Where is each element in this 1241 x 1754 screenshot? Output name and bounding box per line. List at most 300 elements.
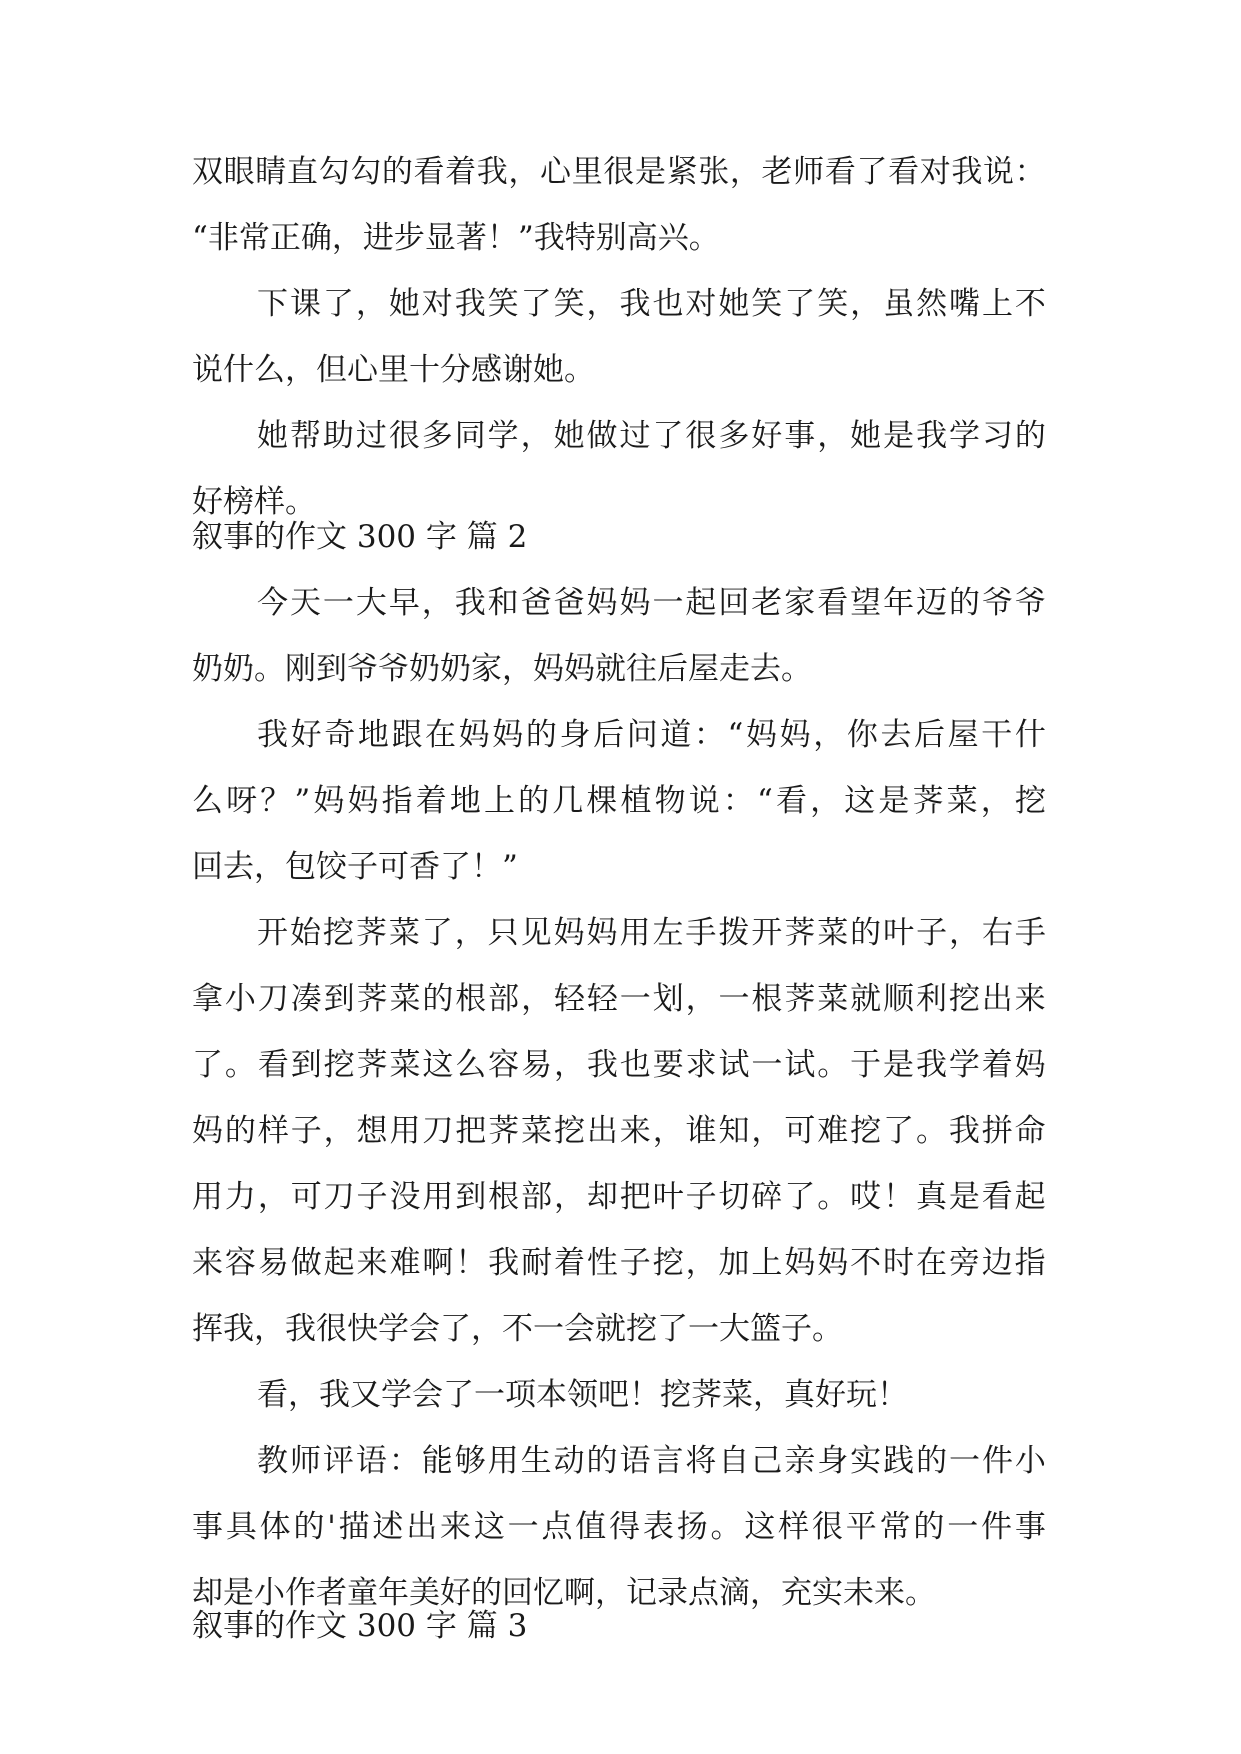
glyph: 凑 bbox=[290, 981, 322, 1017]
paragraph-line bbox=[192, 781, 1046, 821]
glyph: 将 bbox=[685, 1443, 717, 1479]
glyph: 几 bbox=[552, 783, 584, 819]
glyph: 开 bbox=[751, 915, 783, 951]
glyph: 妈 bbox=[586, 915, 618, 951]
glyph: 着 bbox=[445, 154, 477, 190]
glyph: 没 bbox=[389, 1179, 421, 1215]
glyph: 这 bbox=[844, 783, 876, 819]
glyph: 紧 bbox=[666, 154, 698, 190]
glyph: 一 bbox=[322, 585, 354, 621]
glyph: 勾 bbox=[318, 154, 350, 190]
glyph: 爸 bbox=[553, 585, 585, 621]
glyph: 一 bbox=[718, 981, 750, 1017]
glyph: 挖 bbox=[652, 1245, 684, 1281]
glyph: 求 bbox=[685, 1047, 717, 1083]
glyph: 的 bbox=[1014, 418, 1046, 454]
paragraph-line bbox=[192, 1507, 1046, 1547]
glyph: 望 bbox=[850, 585, 882, 621]
glyph: 去 bbox=[880, 717, 912, 753]
glyph: 我 bbox=[257, 717, 288, 753]
glyph: 看 bbox=[775, 783, 807, 819]
glyph: 刀 bbox=[257, 981, 289, 1017]
glyph: 一 bbox=[751, 1047, 783, 1083]
glyph: 说 bbox=[688, 783, 720, 819]
glyph: 要 bbox=[652, 1047, 684, 1083]
glyph: 就 bbox=[850, 981, 882, 1017]
glyph: 容 bbox=[224, 1245, 256, 1281]
glyph: 干 bbox=[981, 717, 1013, 753]
glyph: 这 bbox=[744, 1509, 776, 1545]
glyph: ！ bbox=[455, 1245, 487, 1281]
glyph: 荠 bbox=[356, 981, 388, 1017]
glyph: 着 bbox=[981, 1047, 1013, 1083]
glyph: 具 bbox=[225, 1509, 257, 1545]
glyph: 是 bbox=[948, 1179, 980, 1215]
glyph: 到 bbox=[455, 1179, 487, 1215]
glyph: 我 bbox=[619, 286, 651, 322]
glyph: 妈 bbox=[313, 783, 345, 819]
glyph: 对 bbox=[919, 154, 951, 190]
glyph: ， bbox=[850, 286, 882, 322]
glyph: 动 bbox=[553, 1443, 585, 1479]
glyph: 挖 bbox=[322, 915, 354, 951]
paragraph-line: 回去，包饺子可香了！” bbox=[192, 849, 518, 885]
glyph: 切 bbox=[718, 1179, 750, 1215]
glyph: 自 bbox=[718, 1443, 750, 1479]
glyph: 刀 bbox=[422, 1113, 454, 1149]
glyph: 里 bbox=[571, 154, 603, 190]
glyph: 妈 bbox=[492, 717, 524, 753]
glyph: 看 bbox=[413, 154, 445, 190]
glyph: 见 bbox=[520, 915, 552, 951]
glyph: 表 bbox=[642, 1509, 674, 1545]
glyph: 菜 bbox=[817, 981, 849, 1017]
glyph: 对 bbox=[685, 286, 717, 322]
glyph: ： bbox=[1014, 154, 1046, 190]
glyph: 很 bbox=[388, 418, 420, 454]
glyph: 荠 bbox=[355, 915, 387, 951]
glyph: 看 bbox=[257, 1047, 289, 1083]
glyph: 做 bbox=[290, 1245, 322, 1281]
glyph: 。 bbox=[817, 1047, 849, 1083]
glyph: 荠 bbox=[912, 783, 944, 819]
glyph: 轻 bbox=[586, 981, 618, 1017]
glyph: 利 bbox=[915, 981, 947, 1017]
glyph: 出 bbox=[406, 1509, 438, 1545]
glyph: ？ bbox=[260, 783, 292, 819]
glyph: 一 bbox=[947, 1509, 979, 1545]
glyph: ， bbox=[949, 915, 981, 951]
glyph: 平 bbox=[845, 1509, 877, 1545]
glyph: 把 bbox=[455, 1113, 487, 1149]
paragraph-line: 却是小作者童年美好的回忆啊，记录点滴，充实未来。 bbox=[192, 1575, 936, 1611]
glyph: ， bbox=[454, 915, 486, 951]
glyph: 好 bbox=[751, 418, 783, 454]
glyph: 出 bbox=[981, 981, 1013, 1017]
glyph: 爷 bbox=[981, 585, 1013, 621]
glyph: 我 bbox=[476, 154, 508, 190]
paragraph-line: “非常正确，进步显著！”我特别高兴。 bbox=[192, 220, 720, 256]
glyph: 嘴 bbox=[949, 286, 981, 322]
glyph: 笑 bbox=[817, 286, 849, 322]
glyph: 帮 bbox=[289, 418, 321, 454]
glyph: 语 bbox=[355, 1443, 387, 1479]
glyph: 亲 bbox=[784, 1443, 816, 1479]
glyph: 述 bbox=[372, 1509, 404, 1545]
glyph: ， bbox=[729, 154, 761, 190]
paragraph-line bbox=[257, 715, 1046, 755]
glyph: 然 bbox=[916, 286, 948, 322]
glyph: 老 bbox=[761, 154, 793, 190]
glyph: 事 bbox=[1014, 1509, 1046, 1545]
glyph: 妈 bbox=[458, 717, 490, 753]
glyph: ， bbox=[751, 1113, 783, 1149]
glyph: 过 bbox=[619, 418, 651, 454]
glyph: 好 bbox=[290, 717, 322, 753]
glyph: 她 bbox=[257, 418, 288, 454]
glyph: 出 bbox=[586, 1113, 618, 1149]
glyph: 看 bbox=[981, 1179, 1013, 1215]
glyph: 心 bbox=[540, 154, 572, 190]
glyph: 道 bbox=[660, 717, 692, 753]
glyph: 想 bbox=[356, 1113, 388, 1149]
glyph: 在 bbox=[425, 717, 457, 753]
glyph: 看 bbox=[817, 585, 849, 621]
glyph: 了 bbox=[520, 286, 552, 322]
glyph: ， bbox=[355, 286, 387, 322]
glyph: 用 bbox=[422, 1179, 454, 1215]
glyph: 荠 bbox=[784, 981, 816, 1017]
glyph: 上 bbox=[483, 783, 515, 819]
glyph: 的 bbox=[916, 1443, 948, 1479]
glyph: 力 bbox=[224, 1179, 256, 1215]
glyph: 一 bbox=[619, 981, 651, 1017]
glyph: 物 bbox=[654, 783, 686, 819]
paragraph-line bbox=[192, 1045, 1046, 1085]
glyph: 可 bbox=[290, 1179, 322, 1215]
glyph: 。 bbox=[817, 1179, 849, 1215]
glyph: 部 bbox=[488, 981, 520, 1017]
glyph: 事 bbox=[192, 1509, 223, 1545]
glyph: 的 bbox=[518, 783, 550, 819]
glyph: 哎 bbox=[850, 1179, 882, 1215]
glyph: 的 bbox=[949, 585, 981, 621]
glyph: ， bbox=[813, 717, 845, 753]
glyph: 指 bbox=[1014, 1245, 1046, 1281]
glyph: 到 bbox=[290, 1047, 322, 1083]
glyph: 来 bbox=[1014, 981, 1046, 1017]
glyph: 了 bbox=[784, 1179, 816, 1215]
glyph: 根 bbox=[488, 1179, 520, 1215]
glyph: 加 bbox=[718, 1245, 750, 1281]
glyph: 一 bbox=[949, 1443, 981, 1479]
glyph: 件 bbox=[981, 1443, 1013, 1479]
glyph: 在 bbox=[915, 1245, 947, 1281]
glyph: 做 bbox=[586, 418, 618, 454]
glyph: 我 bbox=[488, 1245, 520, 1281]
glyph: 顺 bbox=[883, 981, 915, 1017]
glyph: 拨 bbox=[718, 915, 750, 951]
glyph: ， bbox=[521, 981, 553, 1017]
glyph: 课 bbox=[289, 286, 321, 322]
glyph: ， bbox=[586, 286, 618, 322]
glyph: 奇 bbox=[324, 717, 356, 753]
paragraph-line bbox=[257, 913, 1046, 953]
glyph: 。 bbox=[224, 1047, 256, 1083]
glyph: 我 bbox=[916, 418, 948, 454]
paragraph-line: 好榜样。 bbox=[192, 484, 316, 520]
glyph: 棵 bbox=[586, 783, 618, 819]
glyph: 身 bbox=[817, 1443, 849, 1479]
paragraph-line bbox=[257, 284, 1046, 324]
glyph: 挖 bbox=[948, 981, 980, 1017]
glyph: 很 bbox=[685, 418, 717, 454]
glyph: 试 bbox=[718, 1047, 750, 1083]
glyph: 时 bbox=[883, 1245, 915, 1281]
glyph: 回 bbox=[718, 585, 750, 621]
glyph: ： bbox=[693, 717, 725, 753]
glyph: 谁 bbox=[685, 1113, 717, 1149]
glyph: 么 bbox=[192, 783, 223, 819]
glyph: 件 bbox=[981, 1509, 1013, 1545]
glyph: 根 bbox=[455, 981, 487, 1017]
glyph: 早 bbox=[388, 585, 420, 621]
glyph: 眼 bbox=[223, 154, 255, 190]
glyph: 是 bbox=[878, 783, 910, 819]
glyph: 过 bbox=[355, 418, 387, 454]
glyph: “ bbox=[756, 783, 773, 819]
glyph: 妈 bbox=[347, 783, 379, 819]
glyph: 的 bbox=[422, 981, 454, 1017]
glyph: 命 bbox=[1014, 1113, 1046, 1149]
glyph: 却 bbox=[586, 1179, 618, 1215]
glyph: 后 bbox=[914, 717, 946, 753]
glyph: ！ bbox=[883, 1179, 915, 1215]
glyph: 妈 bbox=[586, 585, 618, 621]
glyph: 菜 bbox=[388, 915, 420, 951]
glyph: 拼 bbox=[981, 1113, 1013, 1149]
glyph: ， bbox=[553, 1047, 585, 1083]
paragraph-line bbox=[192, 1111, 1046, 1151]
paragraph-line: 挥我，我很快学会了，不一会就挖了一大篮子。 bbox=[192, 1311, 843, 1347]
glyph: 同 bbox=[454, 418, 486, 454]
glyph: 是 bbox=[883, 1047, 915, 1083]
glyph: 她 bbox=[850, 418, 882, 454]
glyph: 睛 bbox=[255, 154, 287, 190]
glyph: 小 bbox=[224, 981, 256, 1017]
paragraph-line bbox=[257, 583, 1046, 623]
glyph: 子 bbox=[685, 1179, 717, 1215]
glyph: 呀 bbox=[226, 783, 258, 819]
glyph: 了 bbox=[856, 154, 888, 190]
glyph: 植 bbox=[620, 783, 652, 819]
glyph: 很 bbox=[811, 1509, 843, 1545]
glyph: 易 bbox=[521, 1047, 553, 1083]
glyph: 荠 bbox=[356, 1047, 388, 1083]
glyph: 很 bbox=[603, 154, 635, 190]
glyph: 起 bbox=[323, 1245, 355, 1281]
glyph: 事 bbox=[784, 418, 816, 454]
glyph: 用 bbox=[192, 1179, 223, 1215]
glyph: 什 bbox=[1014, 717, 1046, 753]
glyph: 耐 bbox=[521, 1245, 553, 1281]
glyph: 挖 bbox=[323, 1047, 355, 1083]
glyph: 下 bbox=[257, 286, 288, 322]
glyph: 不 bbox=[850, 1245, 882, 1281]
glyph: 点 bbox=[541, 1509, 573, 1545]
glyph: 。 bbox=[710, 1509, 742, 1545]
glyph: 是 bbox=[883, 418, 915, 454]
glyph: 知 bbox=[718, 1113, 750, 1149]
glyph: 啊 bbox=[422, 1245, 454, 1281]
glyph: 上 bbox=[981, 286, 1013, 322]
glyph: 这 bbox=[473, 1509, 505, 1545]
glyph: 她 bbox=[718, 286, 750, 322]
glyph: 我 bbox=[951, 154, 983, 190]
glyph: 多 bbox=[718, 418, 750, 454]
glyph: 师 bbox=[793, 154, 825, 190]
glyph: ， bbox=[817, 418, 849, 454]
glyph: 评 bbox=[322, 1443, 354, 1479]
glyph: 语 bbox=[619, 1443, 651, 1479]
glyph: 跟 bbox=[391, 717, 423, 753]
glyph: ， bbox=[685, 981, 717, 1017]
glyph: 根 bbox=[751, 981, 783, 1017]
glyph: 妈 bbox=[619, 585, 651, 621]
glyph: 。 bbox=[915, 1113, 947, 1149]
glyph: 用 bbox=[487, 1443, 519, 1479]
glyph: 的 bbox=[381, 154, 413, 190]
glyph: ， bbox=[810, 783, 842, 819]
glyph: 说 bbox=[983, 154, 1015, 190]
glyph: 的 bbox=[913, 1509, 945, 1545]
glyph: 她 bbox=[553, 418, 585, 454]
glyph: ， bbox=[508, 154, 540, 190]
glyph: 是 bbox=[634, 154, 666, 190]
glyph: 菜 bbox=[946, 783, 978, 819]
glyph: 了 bbox=[322, 286, 354, 322]
glyph: 对 bbox=[421, 286, 453, 322]
glyph: 子 bbox=[356, 1179, 388, 1215]
glyph: 我 bbox=[586, 1047, 618, 1083]
glyph: 试 bbox=[784, 1047, 816, 1083]
section-heading: 叙事的作文 300 字 篇 2 bbox=[192, 519, 528, 555]
glyph: 笑 bbox=[487, 286, 519, 322]
glyph: 我 bbox=[948, 1113, 980, 1149]
glyph: 实 bbox=[850, 1443, 882, 1479]
glyph: 难 bbox=[817, 1113, 849, 1149]
glyph: 起 bbox=[685, 585, 717, 621]
glyph: 身 bbox=[559, 717, 591, 753]
glyph: 的 bbox=[525, 717, 557, 753]
glyph: 大 bbox=[355, 585, 387, 621]
glyph: 只 bbox=[487, 915, 519, 951]
glyph: 边 bbox=[981, 1245, 1013, 1281]
glyph: 挖 bbox=[1014, 783, 1046, 819]
glyph: 我 bbox=[915, 1047, 947, 1083]
glyph: 轻 bbox=[553, 981, 585, 1017]
glyph: 菜 bbox=[817, 915, 849, 951]
glyph: 妈 bbox=[779, 717, 811, 753]
glyph: 年 bbox=[883, 585, 915, 621]
glyph: 划 bbox=[652, 981, 684, 1017]
glyph: 不 bbox=[1014, 286, 1046, 322]
paragraph-line bbox=[192, 979, 1046, 1019]
glyph: 体 bbox=[259, 1509, 291, 1545]
glyph: 直 bbox=[286, 154, 318, 190]
glyph: 来 bbox=[192, 1245, 223, 1281]
glyph: 样 bbox=[257, 1113, 289, 1149]
glyph: 妈 bbox=[553, 915, 585, 951]
glyph: 双 bbox=[192, 154, 223, 190]
glyph: 可 bbox=[784, 1113, 816, 1149]
glyph: 了 bbox=[652, 418, 684, 454]
glyph: 看 bbox=[888, 154, 920, 190]
glyph: 地 bbox=[449, 783, 481, 819]
glyph: 右 bbox=[981, 915, 1013, 951]
glyph: ' bbox=[327, 1509, 336, 1545]
glyph: 手 bbox=[1014, 915, 1046, 951]
paragraph-line bbox=[257, 1441, 1046, 1481]
glyph: 荠 bbox=[488, 1113, 520, 1149]
glyph: 学 bbox=[487, 418, 519, 454]
glyph: 的 bbox=[586, 1443, 618, 1479]
glyph: 也 bbox=[652, 286, 684, 322]
glyph: 天 bbox=[289, 585, 321, 621]
paragraph-line: 看，我又学会了一项本领吧！挖荠菜，真好玩！ bbox=[257, 1377, 908, 1413]
glyph: ， bbox=[520, 418, 552, 454]
glyph: 着 bbox=[553, 1245, 585, 1281]
glyph: 笑 bbox=[553, 286, 585, 322]
glyph: 勾 bbox=[350, 154, 382, 190]
glyph: 够 bbox=[454, 1443, 486, 1479]
glyph: 也 bbox=[619, 1047, 651, 1083]
glyph: 能 bbox=[421, 1443, 453, 1479]
glyph: 我 bbox=[454, 585, 486, 621]
glyph: 妈 bbox=[817, 1245, 849, 1281]
glyph: 一 bbox=[507, 1509, 539, 1545]
glyph: 屋 bbox=[947, 717, 979, 753]
glyph: 开 bbox=[257, 915, 288, 951]
glyph: 己 bbox=[751, 1443, 783, 1479]
paragraph-line bbox=[257, 416, 1046, 456]
glyph: 今 bbox=[257, 585, 288, 621]
glyph: 来 bbox=[619, 1113, 651, 1149]
glyph: 问 bbox=[626, 717, 658, 753]
glyph: 的 bbox=[224, 1113, 256, 1149]
glyph: 挖 bbox=[850, 1113, 882, 1149]
glyph: 小 bbox=[1014, 1443, 1046, 1479]
glyph: ： bbox=[722, 783, 754, 819]
glyph: 了 bbox=[784, 286, 816, 322]
glyph: 习 bbox=[981, 418, 1013, 454]
glyph: 用 bbox=[389, 1113, 421, 1149]
glyph: 多 bbox=[421, 418, 453, 454]
glyph: 挖 bbox=[553, 1113, 585, 1149]
glyph: 她 bbox=[388, 286, 420, 322]
glyph: 值 bbox=[575, 1509, 607, 1545]
glyph: 言 bbox=[652, 1443, 684, 1479]
glyph: ： bbox=[388, 1443, 420, 1479]
glyph: 笑 bbox=[751, 286, 783, 322]
glyph: 常 bbox=[879, 1509, 911, 1545]
glyph: 子 bbox=[916, 915, 948, 951]
glyph: 看 bbox=[824, 154, 856, 190]
glyph: 子 bbox=[290, 1113, 322, 1149]
paragraph-line bbox=[192, 152, 1046, 192]
glyph: ， bbox=[421, 585, 453, 621]
section-heading: 叙事的作文 300 字 篇 3 bbox=[192, 1608, 528, 1644]
